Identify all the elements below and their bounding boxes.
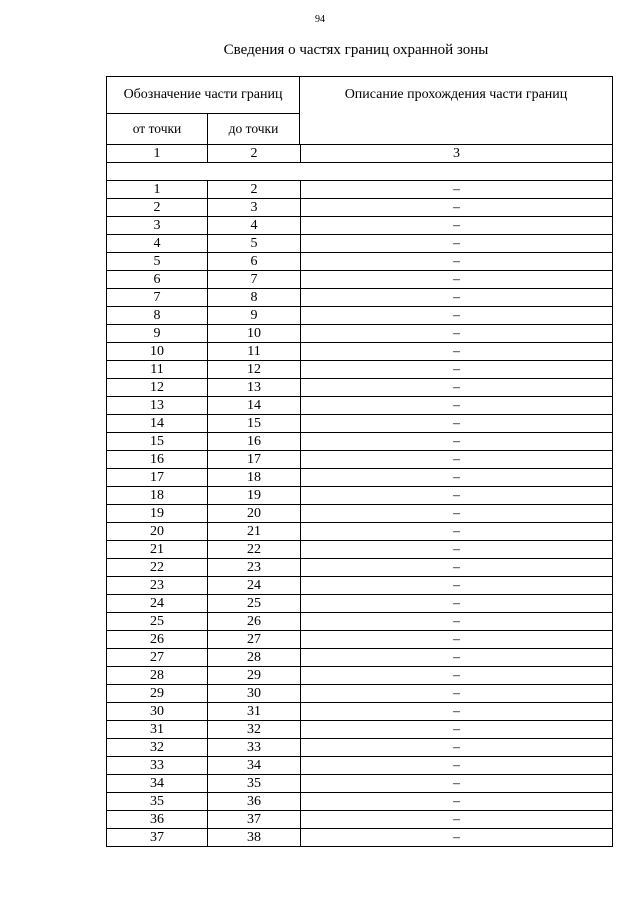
description-cell: – <box>453 650 460 665</box>
table-row <box>106 720 613 738</box>
to-point-cell: 10 <box>208 325 301 342</box>
to-point-cell: 29 <box>208 667 301 684</box>
description-cell: – <box>453 668 460 683</box>
description-cell: – <box>453 488 460 503</box>
description-cell: – <box>453 542 460 557</box>
boundary-parts-table <box>106 76 613 847</box>
table-row <box>106 774 613 792</box>
description-cell: – <box>453 380 460 395</box>
description-cell: – <box>453 290 460 305</box>
from-point-cell: 2 <box>107 199 208 216</box>
table-row <box>106 486 613 504</box>
to-point-cell: 23 <box>208 559 301 576</box>
to-point-cell: 25 <box>208 595 301 612</box>
table-row <box>106 198 613 216</box>
description-cell: – <box>453 254 460 269</box>
from-point-cell: 12 <box>107 379 208 396</box>
from-point-cell: 34 <box>107 775 208 792</box>
description-cell: – <box>453 596 460 611</box>
page-number: 94 <box>315 14 325 25</box>
table-row <box>106 810 613 828</box>
description-cell: – <box>453 362 460 377</box>
from-point-cell: 20 <box>107 523 208 540</box>
from-point-cell: 6 <box>107 271 208 288</box>
table-row <box>106 306 613 324</box>
table-row <box>106 216 613 234</box>
description-cell: – <box>453 434 460 449</box>
table-row <box>106 360 613 378</box>
table-row <box>106 576 613 594</box>
table-row <box>106 684 613 702</box>
from-point-cell: 5 <box>107 253 208 270</box>
to-point-cell: 7 <box>208 271 301 288</box>
description-cell: – <box>453 704 460 719</box>
from-point-cell: 17 <box>107 469 208 486</box>
description-cell: – <box>453 308 460 323</box>
from-point-cell: 25 <box>107 613 208 630</box>
description-cell: – <box>453 776 460 791</box>
table-row <box>106 594 613 612</box>
table-row <box>106 468 613 486</box>
from-point-cell: 28 <box>107 667 208 684</box>
to-point-cell: 18 <box>208 469 301 486</box>
header-description: Описание прохождения части границ <box>344 87 568 102</box>
description-cell: – <box>453 740 460 755</box>
description-cell: – <box>453 632 460 647</box>
table-row <box>106 270 613 288</box>
from-point-cell: 30 <box>107 703 208 720</box>
to-point-cell: 34 <box>208 757 301 774</box>
to-point-cell: 6 <box>208 253 301 270</box>
from-point-cell: 35 <box>107 793 208 810</box>
table-row <box>106 666 613 684</box>
from-point-cell: 21 <box>107 541 208 558</box>
to-point-cell: 12 <box>208 361 301 378</box>
from-point-cell: 10 <box>107 343 208 360</box>
description-cell: – <box>453 398 460 413</box>
from-point-cell: 3 <box>107 217 208 234</box>
to-point-cell: 19 <box>208 487 301 504</box>
header-from-point: от точки <box>107 114 208 144</box>
from-point-cell: 11 <box>107 361 208 378</box>
description-cell: – <box>453 560 460 575</box>
to-point-cell: 37 <box>208 811 301 828</box>
table-row <box>106 540 613 558</box>
from-point-cell: 32 <box>107 739 208 756</box>
to-point-cell: 31 <box>208 703 301 720</box>
to-point-cell: 21 <box>208 523 301 540</box>
from-point-cell: 15 <box>107 433 208 450</box>
to-point-cell: 13 <box>208 379 301 396</box>
to-point-cell: 36 <box>208 793 301 810</box>
table-body <box>106 180 613 847</box>
from-point-cell: 13 <box>107 397 208 414</box>
blank-row <box>106 162 613 180</box>
from-point-cell: 18 <box>107 487 208 504</box>
table-row <box>106 612 613 630</box>
table-row <box>106 630 613 648</box>
description-cell: – <box>453 758 460 773</box>
description-cell: – <box>453 344 460 359</box>
description-cell: – <box>453 794 460 809</box>
table-row <box>106 396 613 414</box>
table-row <box>106 324 613 342</box>
table-row <box>106 522 613 540</box>
description-cell: – <box>453 218 460 233</box>
from-point-cell: 16 <box>107 451 208 468</box>
from-point-cell: 31 <box>107 721 208 738</box>
table-row <box>106 234 613 252</box>
to-point-cell: 27 <box>208 631 301 648</box>
description-cell: – <box>453 272 460 287</box>
to-point-cell: 11 <box>208 343 301 360</box>
from-point-cell: 26 <box>107 631 208 648</box>
to-point-cell: 5 <box>208 235 301 252</box>
to-point-cell: 28 <box>208 649 301 666</box>
description-cell: – <box>453 470 460 485</box>
description-cell: – <box>453 686 460 701</box>
description-cell: – <box>453 812 460 827</box>
column-number-3: 3 <box>453 146 460 161</box>
to-point-cell: 35 <box>208 775 301 792</box>
to-point-cell: 17 <box>208 451 301 468</box>
table-row <box>106 756 613 774</box>
table-row <box>106 648 613 666</box>
header-to-point: до точки <box>228 121 279 136</box>
table-row <box>106 288 613 306</box>
table-row <box>106 432 613 450</box>
to-point-cell: 24 <box>208 577 301 594</box>
column-number-2: 2 <box>208 145 301 162</box>
table-row <box>106 702 613 720</box>
from-point-cell: 24 <box>107 595 208 612</box>
from-point-cell: 36 <box>107 811 208 828</box>
description-cell: – <box>453 506 460 521</box>
table-row <box>106 342 613 360</box>
header-group-label: Обозначение части границ <box>107 77 299 114</box>
to-point-cell: 3 <box>208 199 301 216</box>
description-cell: – <box>453 830 460 845</box>
description-cell: – <box>453 722 460 737</box>
description-cell: – <box>453 614 460 629</box>
to-point-cell: 33 <box>208 739 301 756</box>
to-point-cell: 9 <box>208 307 301 324</box>
description-cell: – <box>453 416 460 431</box>
to-point-cell: 14 <box>208 397 301 414</box>
from-point-cell: 9 <box>107 325 208 342</box>
from-point-cell: 27 <box>107 649 208 666</box>
description-cell: – <box>453 326 460 341</box>
to-point-cell: 16 <box>208 433 301 450</box>
table-row <box>106 180 613 198</box>
to-point-cell: 22 <box>208 541 301 558</box>
to-point-cell: 2 <box>208 181 301 198</box>
from-point-cell: 1 <box>107 181 208 198</box>
header-group-cell <box>107 77 300 144</box>
from-point-cell: 37 <box>107 829 208 846</box>
to-point-cell: 8 <box>208 289 301 306</box>
table-header <box>106 76 613 144</box>
from-point-cell: 29 <box>107 685 208 702</box>
to-point-cell: 30 <box>208 685 301 702</box>
from-point-cell: 22 <box>107 559 208 576</box>
document-title: Сведения о частях границ охранной зоны <box>223 42 489 58</box>
column-number-1: 1 <box>107 145 208 162</box>
table-row <box>106 558 613 576</box>
from-point-cell: 23 <box>107 577 208 594</box>
from-point-cell: 7 <box>107 289 208 306</box>
from-point-cell: 4 <box>107 235 208 252</box>
from-point-cell: 33 <box>107 757 208 774</box>
column-number-row <box>106 144 613 162</box>
table-row <box>106 738 613 756</box>
table-row <box>106 252 613 270</box>
description-cell: – <box>453 524 460 539</box>
description-cell: – <box>453 182 460 197</box>
to-point-cell: 26 <box>208 613 301 630</box>
description-cell: – <box>453 578 460 593</box>
to-point-cell: 20 <box>208 505 301 522</box>
table-row <box>106 792 613 810</box>
description-cell: – <box>453 200 460 215</box>
to-point-cell: 4 <box>208 217 301 234</box>
to-point-cell: 15 <box>208 415 301 432</box>
table-row <box>106 450 613 468</box>
from-point-cell: 14 <box>107 415 208 432</box>
description-cell: – <box>453 452 460 467</box>
table-row <box>106 504 613 522</box>
table-row <box>106 378 613 396</box>
description-cell: – <box>453 236 460 251</box>
table-row <box>106 414 613 432</box>
to-point-cell: 38 <box>208 829 301 846</box>
table-row <box>106 828 613 847</box>
from-point-cell: 19 <box>107 505 208 522</box>
to-point-cell: 32 <box>208 721 301 738</box>
from-point-cell: 8 <box>107 307 208 324</box>
